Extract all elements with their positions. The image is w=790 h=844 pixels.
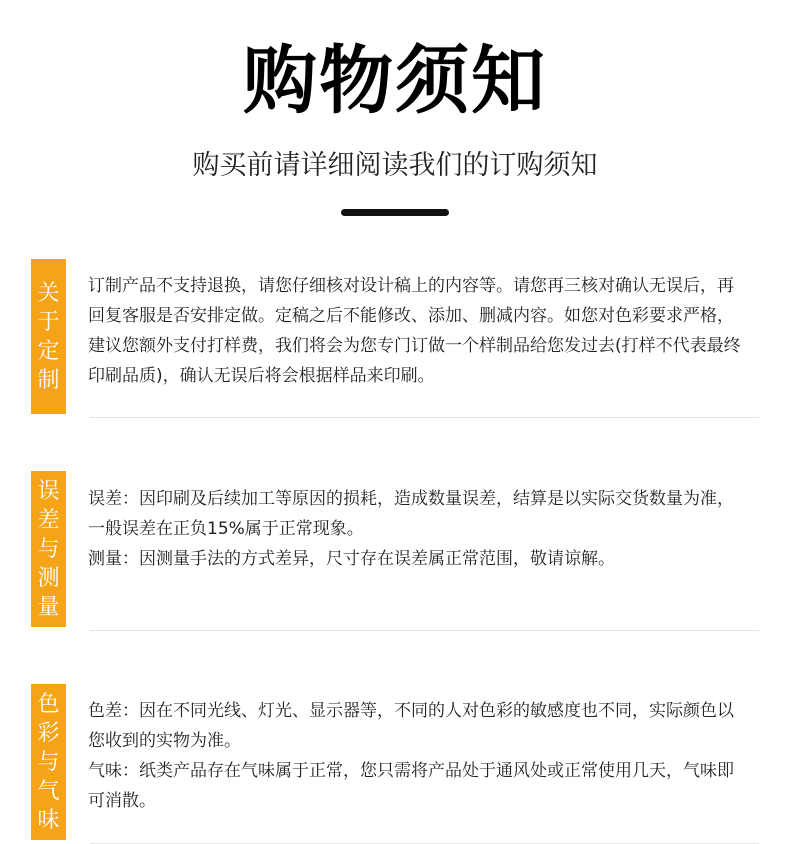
tag-char: 味 (37, 807, 60, 833)
tag-char: 测 (37, 565, 60, 591)
section-paragraph: 气味：纸类产品存在气味属于正常，您只需将产品处于通风处或正常使用几天，气味即可消散。 (88, 761, 734, 811)
tag-char: 制 (37, 367, 60, 393)
tag-char: 差 (37, 507, 60, 533)
tag-char: 关 (37, 280, 60, 306)
section-tag (31, 259, 66, 414)
section-body (88, 484, 748, 574)
tag-char: 与 (37, 749, 60, 775)
section-paragraph: 订制产品不支持退换，请您仔细核对设计稿上的内容等。请您再三核对确认无误后，再回复客服是否安排定做。定稿之后不能修改、添加、删减内容。如您对色彩要求严格，建议您额外支付打样费，我们将会为您专门订做一个样制品给您发过去(打样不代表最终印刷品质)，确认无误后将会根据样品来印刷。 (88, 276, 741, 386)
title-underline (341, 209, 449, 216)
tag-char: 色 (37, 691, 60, 717)
section-paragraph: 误差：因印刷及后续加工等原因的损耗，造成数量误差，结算是以实际交货数量为准，一般误差在正负15%属于正常现象。 (88, 489, 734, 539)
section-divider (90, 630, 759, 631)
page-subtitle: 购买前请详细阅读我们的订购须知 (192, 150, 598, 181)
section-divider (90, 417, 759, 418)
tag-char: 误 (37, 478, 60, 504)
section-paragraph: 色差：因在不同光线、灯光、显示器等，不同的人对色彩的敏感度也不同，实际颜色以您收到的实物为准。 (88, 701, 734, 751)
tag-char: 与 (37, 536, 60, 562)
section-body (88, 696, 748, 816)
tag-char: 量 (37, 594, 60, 620)
tag-char: 彩 (37, 720, 60, 746)
section-body (88, 271, 748, 391)
section-paragraph: 测量：因测量手法的方式差异，尺寸存在误差属正常范围，敬请谅解。 (88, 549, 615, 569)
tag-char: 定 (37, 338, 60, 364)
tag-char: 气 (37, 778, 60, 804)
page-title: 购物须知 (243, 38, 547, 124)
section-tag (31, 684, 66, 840)
section-tag (31, 471, 66, 627)
tag-char: 于 (37, 309, 60, 335)
